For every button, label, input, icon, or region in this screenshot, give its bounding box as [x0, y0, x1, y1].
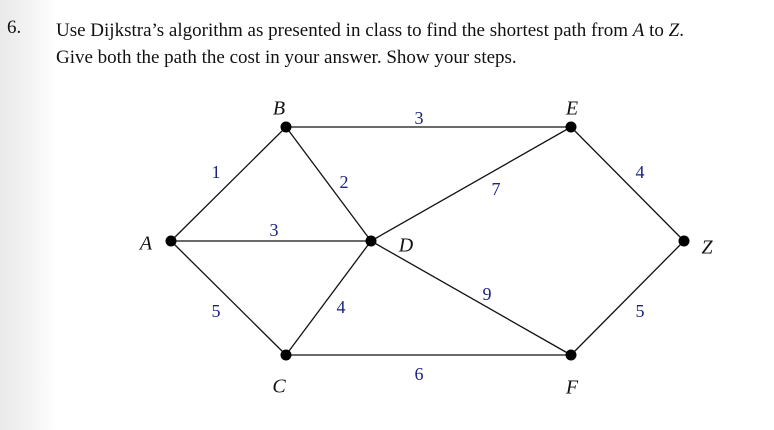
edge-f-z — [571, 241, 684, 355]
edge-weight-e-z: 4 — [635, 162, 645, 183]
edge-weight-f-z: 5 — [635, 301, 645, 322]
question-line-1-mid: to — [644, 20, 669, 41]
edges-layer — [171, 127, 684, 355]
edge-weight-c-d: 4 — [336, 297, 346, 318]
edge-b-d — [286, 127, 371, 241]
edge-weight-a-b: 1 — [211, 162, 221, 183]
edge-weight-d-e: 7 — [491, 179, 501, 200]
node-e — [566, 122, 577, 133]
edge-weight-c-f: 6 — [414, 364, 424, 385]
question-line-2: Give both the path the cost in your answer. Show your steps. — [56, 47, 517, 68]
node-b — [281, 122, 292, 133]
math-var-a: A — [632, 20, 645, 41]
question-number: 6. — [7, 17, 22, 38]
labels-layer — [138, 98, 714, 399]
node-label-f: F — [565, 376, 579, 399]
node-c — [281, 350, 292, 361]
edge-weight-a-c: 5 — [211, 301, 221, 322]
node-label-z: Z — [701, 236, 713, 259]
edge-weight-a-d: 3 — [269, 220, 279, 241]
math-var-z: Z — [668, 20, 680, 41]
node-label-d: D — [398, 234, 414, 257]
node-f — [566, 350, 577, 361]
node-z — [679, 236, 690, 247]
node-label-e: E — [565, 97, 579, 120]
edge-weight-b-e: 3 — [414, 108, 424, 129]
node-d — [366, 236, 377, 247]
question-line-1-text: Use Dijkstra’s algorithm as presented in class to find the shortest path from — [56, 20, 633, 41]
edge-c-d — [286, 241, 371, 355]
node-a — [166, 236, 177, 247]
node-label-c: C — [272, 375, 286, 398]
node-label-b: B — [272, 97, 286, 120]
weights-layer — [212, 108, 645, 384]
edge-weight-b-d: 2 — [339, 172, 349, 193]
edge-a-c — [171, 241, 286, 355]
edge-weight-d-f: 9 — [482, 284, 492, 305]
edge-d-f — [371, 241, 571, 355]
edge-e-z — [571, 127, 684, 241]
question-line-1-end: . — [679, 20, 684, 41]
edge-d-e — [371, 127, 571, 241]
node-label-a: A — [139, 232, 153, 255]
